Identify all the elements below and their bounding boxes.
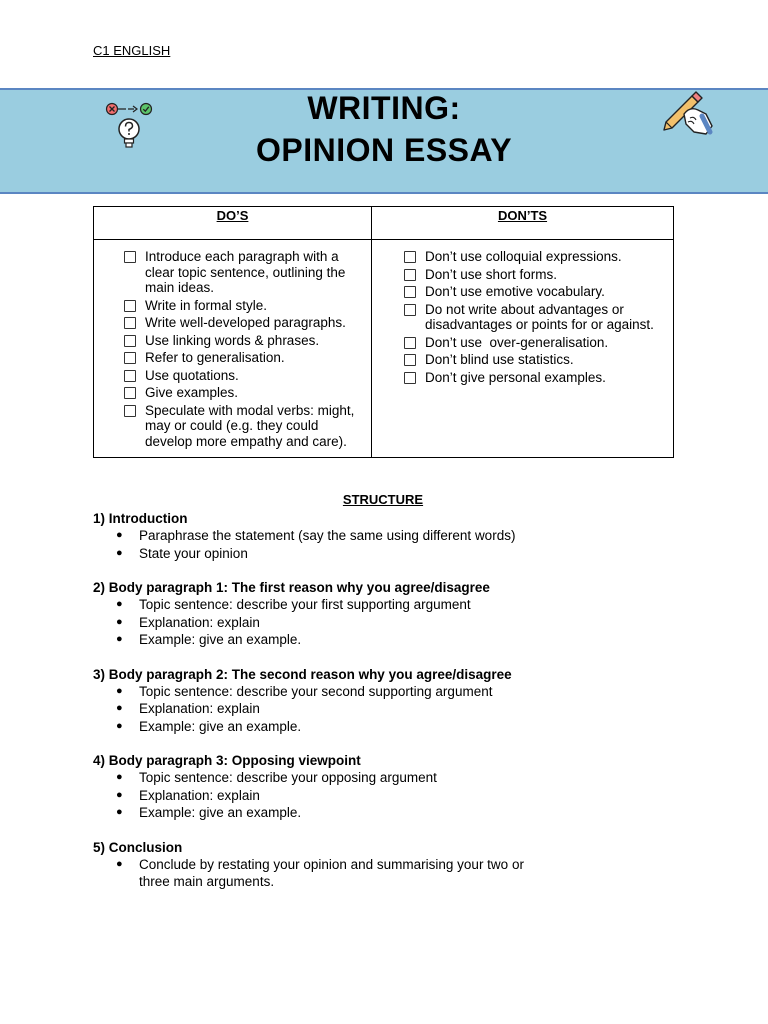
structure-section <box>93 492 673 908</box>
donts-item: Don’t use over-generalisation. <box>404 335 667 351</box>
bullet-list <box>93 527 673 562</box>
donts-list <box>404 249 667 385</box>
bullet-item: ● Explanation: explain <box>93 700 673 718</box>
title-line-2: OPINION ESSAY <box>255 132 513 168</box>
checkbox-icon[interactable] <box>404 251 416 263</box>
checkbox-icon[interactable] <box>124 387 136 399</box>
structure-section-conclusion <box>93 839 673 891</box>
donts-header: DON’TS <box>372 207 674 240</box>
checkbox-icon[interactable] <box>124 335 136 347</box>
checkbox-icon[interactable] <box>404 372 416 384</box>
checkbox-icon[interactable] <box>404 269 416 281</box>
checkbox-icon[interactable] <box>124 300 136 312</box>
bullet-item: ● Paraphrase the statement (say the same using different words) <box>93 527 673 545</box>
dos-item: Refer to generalisation. <box>124 350 365 366</box>
checkbox-icon[interactable] <box>124 251 136 263</box>
section-heading: 4) Body paragraph 3: Opposing viewpoint <box>93 753 361 768</box>
bullet-item: ● Conclude by restating your opinion and summarising your two or three main arguments. <box>93 856 673 891</box>
bullet-list <box>93 856 673 891</box>
structure-section-body-1 <box>93 579 673 649</box>
dos-item: Use linking words & phrases. <box>124 333 365 349</box>
bullet-item: ● Example: give an example. <box>93 631 673 649</box>
checkbox-icon[interactable] <box>404 354 416 366</box>
donts-item: Don’t use emotive vocabulary. <box>404 284 667 300</box>
structure-title: STRUCTURE <box>342 492 424 507</box>
checkbox-icon[interactable] <box>404 304 416 316</box>
checkbox-icon[interactable] <box>404 337 416 349</box>
dos-cell <box>94 240 372 458</box>
dos-item: Use quotations. <box>124 368 365 384</box>
dos-list <box>124 249 365 449</box>
section-heading: 1) Introduction <box>93 511 188 526</box>
dos-item: Introduce each paragraph with a clear topic sentence, outlining the main ideas. <box>124 249 365 296</box>
donts-item: Do not write about advantages or disadvantages or points for or against. <box>404 302 667 333</box>
bullet-item: ● Example: give an example. <box>93 718 673 736</box>
checkbox-icon[interactable] <box>124 317 136 329</box>
bullet-list <box>93 596 673 649</box>
bullet-list <box>93 769 673 822</box>
lightbulb-question-icon <box>103 100 155 150</box>
bullet-item: ● Explanation: explain <box>93 787 673 805</box>
hand-pencil-icon <box>662 90 716 136</box>
dos-header: DO’S <box>94 207 372 240</box>
section-heading: 3) Body paragraph 2: The second reason why you agree/disagree <box>93 666 512 682</box>
dos-item: Write in formal style. <box>124 298 365 314</box>
dos-donts-table <box>93 206 674 458</box>
dos-item: Write well-developed paragraphs. <box>124 315 365 331</box>
bullet-item: ● Topic sentence: describe your opposing argument <box>93 769 673 787</box>
structure-section-body-2 <box>93 666 673 736</box>
bullet-item: ● Topic sentence: describe your second supporting argument <box>93 683 673 701</box>
checkbox-icon[interactable] <box>124 370 136 382</box>
dos-item: Give examples. <box>124 385 365 401</box>
bullet-list <box>93 683 673 736</box>
bullet-item: ● Explanation: explain <box>93 614 673 632</box>
bullet-item: ● State your opinion <box>93 545 673 563</box>
title-line-1: WRITING: <box>307 90 461 126</box>
dos-item: Speculate with modal verbs: might, may or could (e.g. they could develop more empathy and care). <box>124 403 365 450</box>
section-heading: 5) Conclusion <box>93 839 183 855</box>
checkbox-icon[interactable] <box>124 352 136 364</box>
course-label: C1 ENGLISH <box>93 43 171 58</box>
bullet-item: ● Topic sentence: describe your first supporting argument <box>93 596 673 614</box>
checkbox-icon[interactable] <box>404 286 416 298</box>
donts-item: Don’t use short forms. <box>404 267 667 283</box>
structure-section-body-3 <box>93 752 673 822</box>
donts-item: Don’t use colloquial expressions. <box>404 249 667 265</box>
structure-section-introduction <box>93 510 673 562</box>
section-heading: 2) Body paragraph 1: The first reason why you agree/disagree <box>93 580 490 595</box>
donts-item: Don’t blind use statistics. <box>404 352 667 368</box>
bullet-item: ● Example: give an example. <box>93 804 673 822</box>
checkbox-icon[interactable] <box>124 405 136 417</box>
donts-item: Don’t give personal examples. <box>404 370 667 386</box>
donts-cell <box>372 240 674 458</box>
